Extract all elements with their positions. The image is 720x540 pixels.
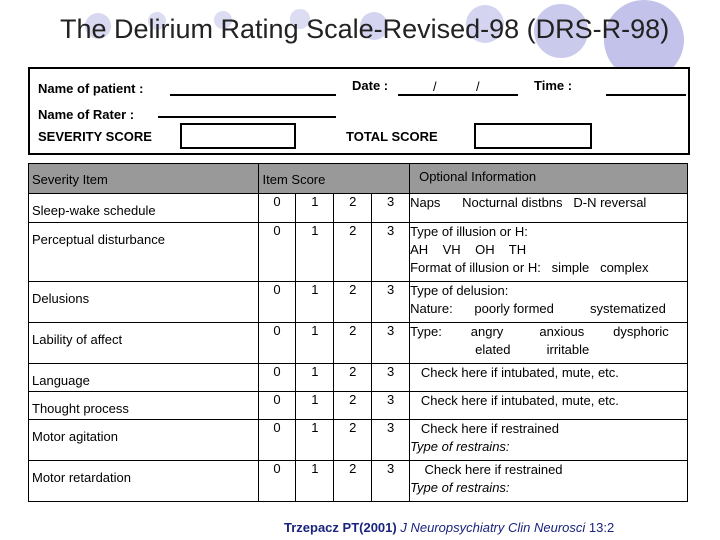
patient-label: Name of patient :	[38, 81, 144, 96]
score-option[interactable]: 3	[372, 223, 410, 282]
total-score-label: TOTAL SCORE	[346, 129, 438, 144]
table-row	[29, 282, 688, 323]
score-option[interactable]: 1	[296, 194, 334, 223]
optional-info-line: elated irritable	[410, 342, 590, 357]
severity-score-label: SEVERITY SCORE	[38, 129, 152, 144]
table-row	[29, 323, 688, 364]
optional-info-line: Nature: poorly formed systematized	[410, 301, 666, 316]
date-separator-2: /	[476, 79, 480, 94]
severity-score-field[interactable]	[180, 123, 296, 149]
header-optional-info: Optional Information	[410, 164, 688, 194]
header-item-score: Item Score	[258, 164, 410, 194]
severity-item: Perceptual disturbance	[29, 223, 259, 282]
citation-journal: J Neuropsychiatry Clin Neurosci	[400, 520, 586, 535]
score-option[interactable]: 0	[258, 420, 296, 461]
score-option[interactable]: 0	[258, 323, 296, 364]
score-option[interactable]: 3	[372, 364, 410, 392]
score-option[interactable]: 1	[296, 282, 334, 323]
table-row	[29, 420, 688, 461]
header-form	[28, 67, 690, 155]
total-score-field[interactable]	[474, 123, 592, 149]
score-option[interactable]: 1	[296, 420, 334, 461]
score-option[interactable]: 3	[372, 420, 410, 461]
score-option[interactable]: 2	[334, 461, 372, 502]
optional-info	[410, 194, 688, 223]
optional-info	[410, 223, 688, 282]
optional-info-line: Type of delusion:	[410, 283, 509, 298]
optional-info-line: Check here if intubated, mute, etc.	[410, 393, 619, 408]
severity-item: Lability of affect	[29, 323, 259, 364]
optional-info-line: Type of restrains:	[410, 439, 510, 454]
table-header-row	[29, 164, 688, 194]
table-row	[29, 194, 688, 223]
header-severity-item: Severity Item	[29, 164, 259, 194]
score-option[interactable]: 1	[296, 461, 334, 502]
optional-info	[410, 364, 688, 392]
citation-authors: Trzepacz PT(2001)	[284, 520, 397, 535]
optional-info-line: Check here if restrained	[410, 462, 563, 477]
optional-info-line: Type of restrains:	[410, 480, 510, 495]
table-row	[29, 392, 688, 420]
severity-item: Delusions	[29, 282, 259, 323]
score-option[interactable]: 3	[372, 323, 410, 364]
score-option[interactable]: 3	[372, 282, 410, 323]
score-option[interactable]: 0	[258, 364, 296, 392]
optional-info-line: Type of illusion or H:	[410, 224, 528, 239]
citation	[284, 520, 614, 535]
score-option[interactable]: 3	[372, 194, 410, 223]
date-field[interactable]	[398, 94, 518, 96]
severity-item: Motor retardation	[29, 461, 259, 502]
optional-info	[410, 392, 688, 420]
severity-item: Motor agitation	[29, 420, 259, 461]
score-option[interactable]: 1	[296, 364, 334, 392]
score-option[interactable]: 2	[334, 282, 372, 323]
score-option[interactable]: 1	[296, 323, 334, 364]
severity-table	[28, 163, 688, 502]
score-option[interactable]: 2	[334, 392, 372, 420]
score-option[interactable]: 0	[258, 282, 296, 323]
score-option[interactable]: 2	[334, 194, 372, 223]
patient-name-field[interactable]	[170, 94, 336, 96]
table-row	[29, 364, 688, 392]
time-field[interactable]	[606, 94, 686, 96]
score-option[interactable]: 0	[258, 392, 296, 420]
severity-item: Thought process	[29, 392, 259, 420]
page-title: The Delirium Rating Scale-Revised-98 (DRS-R-98)	[60, 14, 670, 44]
score-option[interactable]: 1	[296, 392, 334, 420]
rater-label: Name of Rater :	[38, 107, 135, 122]
optional-info-line: AH VH OH TH	[410, 242, 527, 257]
citation-volume: 13:2	[588, 520, 615, 535]
optional-info-line: Type: angry anxious dysphoric	[410, 324, 669, 339]
score-option[interactable]: 0	[258, 461, 296, 502]
score-option[interactable]: 0	[258, 223, 296, 282]
score-option[interactable]: 2	[334, 420, 372, 461]
score-option[interactable]: 1	[296, 223, 334, 282]
optional-info-line: Naps Nocturnal distbns D-N reversal	[410, 195, 647, 210]
score-option[interactable]: 3	[372, 461, 410, 502]
score-option[interactable]: 0	[258, 194, 296, 223]
optional-info	[410, 282, 688, 323]
optional-info	[410, 420, 688, 461]
score-option[interactable]: 2	[334, 364, 372, 392]
score-option[interactable]: 2	[334, 223, 372, 282]
severity-item: Language	[29, 364, 259, 392]
optional-info-line: Check here if restrained	[410, 421, 559, 436]
table-row	[29, 223, 688, 282]
date-separator-1: /	[433, 79, 437, 94]
table-row	[29, 461, 688, 502]
score-option[interactable]: 2	[334, 323, 372, 364]
score-option[interactable]: 3	[372, 392, 410, 420]
optional-info-line: Format of illusion or H: simple complex	[410, 260, 649, 275]
date-label: Date :	[352, 78, 389, 93]
time-label: Time :	[534, 78, 573, 93]
rater-name-field[interactable]	[158, 116, 336, 118]
severity-item: Sleep-wake schedule	[29, 194, 259, 223]
optional-info-line: Check here if intubated, mute, etc.	[410, 365, 619, 380]
optional-info	[410, 461, 688, 502]
optional-info	[410, 323, 688, 364]
